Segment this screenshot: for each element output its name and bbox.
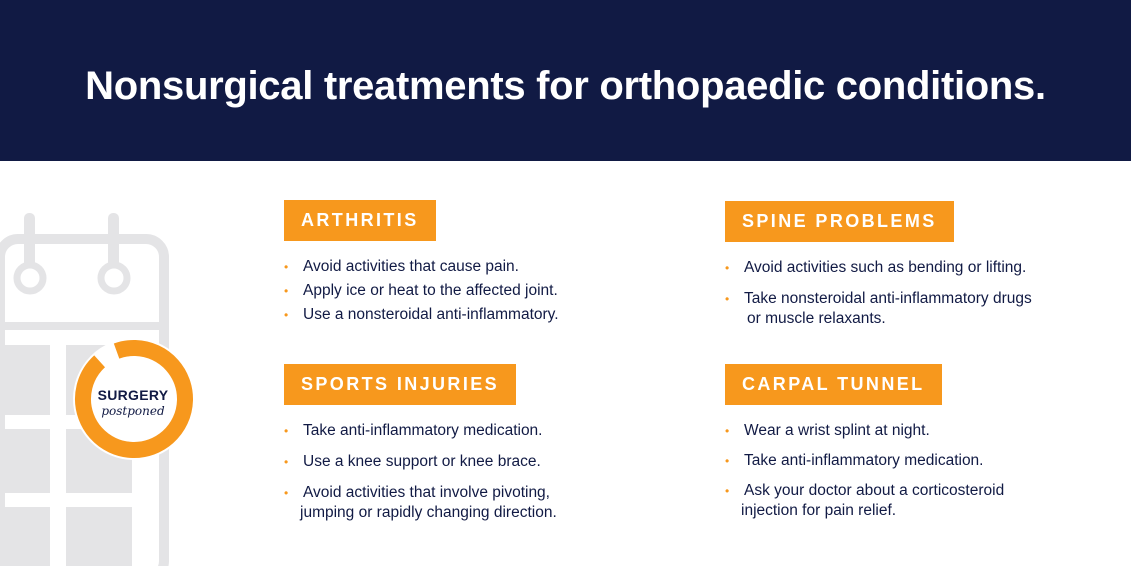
bullet-icon: • [725, 454, 730, 468]
bullet-icon: • [284, 455, 289, 469]
section-arthritis [284, 200, 559, 325]
list-item: • Avoid activities that involve pivoting, jumping or rapidly changing direction. [284, 484, 557, 521]
bullet-icon: • [725, 261, 730, 275]
section-heading: CARPAL TUNNEL [725, 364, 942, 405]
section-heading: ARTHRITIS [284, 200, 436, 241]
list-item: • Use a knee support or knee brace. [284, 453, 541, 470]
list-item: • Take nonsteroidal anti-inflammatory drugs or muscle relaxants. [725, 290, 1032, 327]
list-item: • Avoid activities that cause pain. [284, 258, 519, 275]
bullet-icon: • [284, 284, 289, 298]
bullet-icon: • [284, 308, 289, 322]
list-item: • Take anti-inflammatory medication. [725, 452, 984, 469]
list-item: • Take anti-inflammatory medication. [284, 422, 543, 439]
list-item: • Avoid activities such as bending or lifting. [725, 259, 1027, 276]
bullet-icon: • [284, 424, 289, 438]
bullet-icon: • [725, 484, 730, 498]
section-spine-problems [725, 201, 1032, 329]
badge-subtitle: postponed [101, 404, 165, 418]
bullet-icon: • [284, 486, 289, 500]
badge-title: SURGERY [97, 387, 169, 403]
list-item: • Use a nonsteroidal anti-inflammatory. [284, 306, 559, 323]
section-heading: SPORTS INJURIES [284, 364, 516, 405]
page-title: Nonsurgical treatments for orthopaedic conditions. [85, 64, 1046, 108]
bullet-icon: • [725, 424, 730, 438]
section-sports-injuries [284, 364, 557, 523]
list-item: • Wear a wrist splint at night. [725, 422, 930, 439]
bullet-icon: • [725, 292, 730, 306]
section-heading: SPINE PROBLEMS [725, 201, 954, 242]
header-banner [0, 0, 1131, 161]
list-item: • Ask your doctor about a corticosteroid injection for pain relief. [725, 482, 1005, 519]
bullet-icon: • [284, 260, 289, 274]
list-item: • Apply ice or heat to the affected joint. [284, 282, 558, 299]
section-carpal-tunnel [725, 364, 1004, 521]
